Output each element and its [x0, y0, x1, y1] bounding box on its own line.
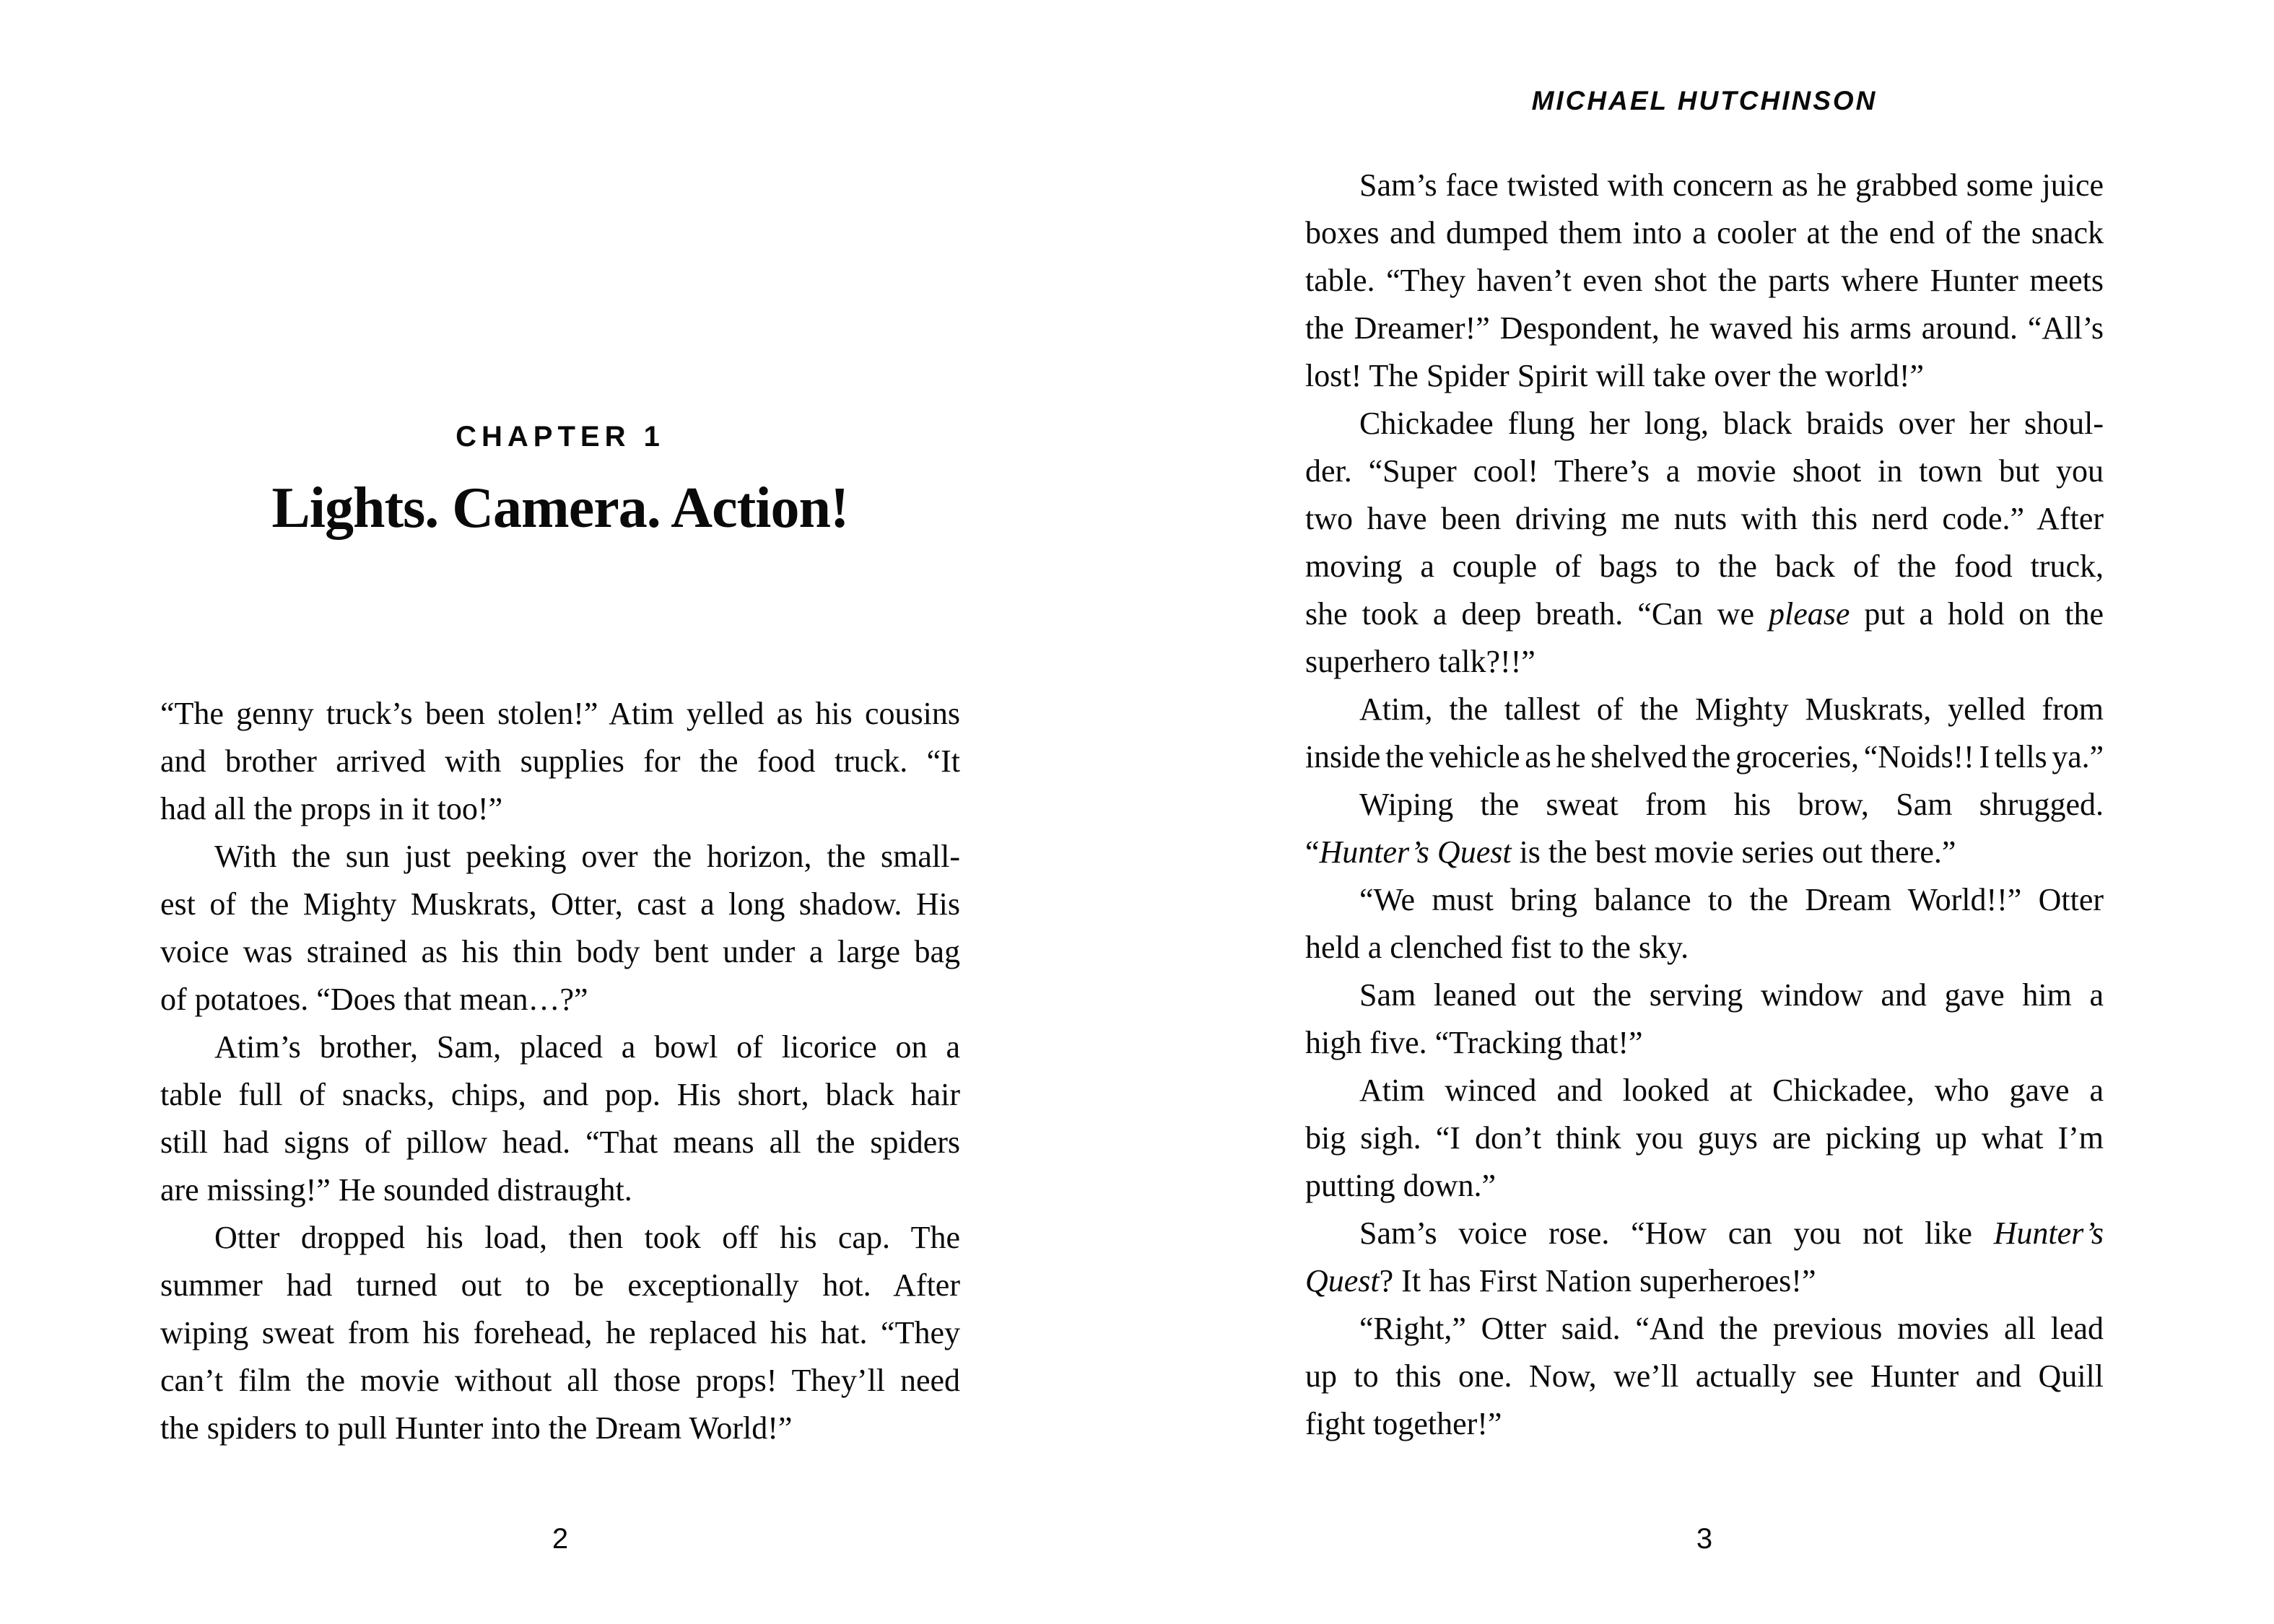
text-line: Atim, the tallest of the Mighty Muskrats, yelled from	[1359, 691, 2104, 727]
chapter-title: Lights. Camera. Action!	[271, 476, 849, 540]
chapter-label: CHAPTER 1	[456, 421, 665, 453]
text-line: “The genny truck’s been stolen!” Atim yelled as his cousins	[160, 696, 960, 731]
text-line: Atim winced and looked at Chickadee, who gave a	[1359, 1073, 2104, 1108]
text-line: Sam’s voice rose. “How can you not like Hunter’s	[1359, 1215, 2104, 1251]
text-line: inside the vehicle as he shelved the groceries, “Noids!! I tells ya.”	[1305, 739, 2104, 774]
text-line: Sam leaned out the serving window and gave him a	[1359, 977, 2104, 1013]
text-line: held a clenched fist to the sky.	[1305, 930, 1689, 965]
text-line: table full of snacks, chips, and pop. His short, black hair	[160, 1077, 960, 1112]
running-header-author: MICHAEL HUTCHINSON	[1531, 86, 1878, 115]
text-line: fight together!”	[1305, 1406, 1502, 1441]
text-line: est of the Mighty Muskrats, Otter, cast a long shadow. His	[160, 886, 960, 922]
text-line: putting down.”	[1305, 1168, 1496, 1203]
left-page-body	[160, 690, 960, 1452]
text-line: Otter dropped his load, then took off his cap. The	[214, 1220, 960, 1255]
right-page-number: 3	[1696, 1523, 1713, 1555]
text-line: Chickadee flung her long, black braids over her shoul-	[1359, 406, 2104, 441]
italic-phrase: Hunter’s	[1993, 1215, 2104, 1251]
italic-phrase: please	[1768, 596, 1850, 632]
text-line: boxes and dumped them into a cooler at the end of the snack	[1305, 215, 2104, 250]
left-page-number: 2	[552, 1523, 569, 1555]
text-line: lost! The Spider Spirit will take over the world!”	[1305, 358, 1925, 393]
text-line: “We must bring balance to the Dream World!!” Otter	[1359, 882, 2104, 917]
text-line: high five. “Tracking that!”	[1305, 1025, 1643, 1060]
text-line: Wiping the sweat from his brow, Sam shrugged.	[1359, 787, 2104, 822]
text-line: der. “Super cool! There’s a movie shoot in town but you	[1305, 453, 2104, 489]
text-line: Atim’s brother, Sam, placed a bowl of licorice on a	[214, 1029, 960, 1065]
text-line: the spiders to pull Hunter into the Dream World!”	[160, 1410, 793, 1446]
text-line: table. “They haven’t even shot the parts where Hunter meets	[1305, 263, 2104, 298]
text-line: she took a deep breath. “Can we please put a hold on the	[1305, 596, 2104, 632]
text-line: moving a couple of bags to the back of the food truck,	[1305, 549, 2104, 584]
text-line: With the sun just peeking over the horizon, the small-	[214, 839, 960, 874]
right-page-body	[1305, 162, 2104, 1448]
page-right	[1137, 0, 2274, 1624]
text-line: still had signs of pillow head. “That means all the spiders	[160, 1125, 960, 1160]
text-line: “Hunter’s Quest is the best movie series out there.”	[1305, 834, 1956, 870]
text-line: summer had turned out to be exceptionally hot. After	[160, 1267, 960, 1303]
text-line: Sam’s face twisted with concern as he grabbed some juice	[1359, 167, 2104, 203]
text-line: and brother arrived with supplies for the food truck. “It	[160, 743, 960, 779]
italic-phrase: Quest	[1305, 1263, 1380, 1298]
text-line: Quest? It has First Nation superheroes!”	[1305, 1263, 1816, 1298]
text-line: are missing!” He sounded distraught.	[160, 1172, 632, 1208]
text-line: superhero talk?!!”	[1305, 644, 1535, 679]
text-line: of potatoes. “Does that mean…?”	[160, 982, 588, 1017]
text-line: can’t film the movie without all those props! They’ll need	[160, 1363, 960, 1398]
text-line: two have been driving me nuts with this nerd code.” After	[1305, 501, 2104, 536]
text-line: up to this one. Now, we’ll actually see Hunter and Quill	[1305, 1358, 2104, 1394]
text-line: wiping sweat from his forehead, he replaced his hat. “They	[160, 1315, 960, 1350]
text-line: voice was strained as his thin body bent under a large bag	[160, 934, 960, 969]
text-line: had all the props in it too!”	[160, 791, 503, 826]
text-line: the Dreamer!” Despondent, he waved his arms around. “All’s	[1305, 310, 2104, 346]
text-line: big sigh. “I don’t think you guys are picking up what I’m	[1305, 1120, 2104, 1156]
text-line: “Right,” Otter said. “And the previous movies all lead	[1359, 1311, 2104, 1346]
italic-phrase: Hunter’s Quest	[1319, 834, 1512, 870]
